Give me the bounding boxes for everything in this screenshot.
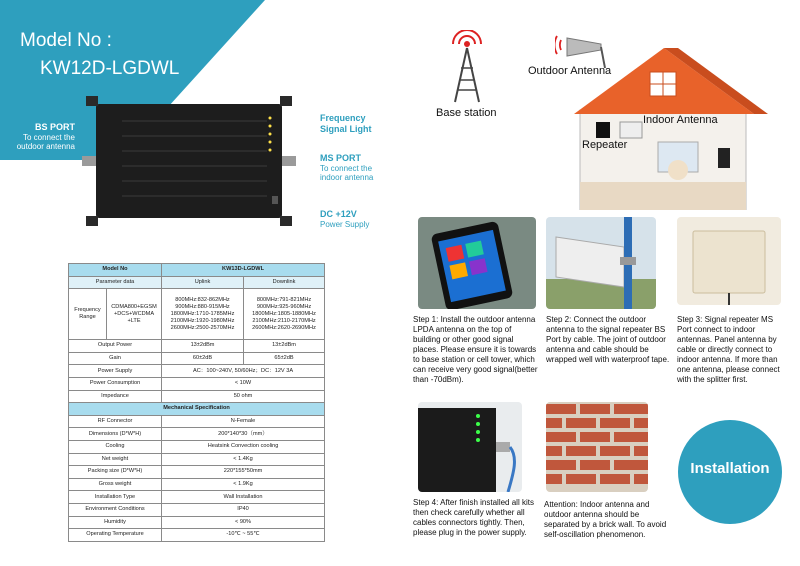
uplink-band: 800MHz:832-862MHz <box>175 296 230 303</box>
mech-spec-header: Mechanical Specification <box>69 403 325 416</box>
ms-port-sub2: indoor antenna <box>320 173 374 182</box>
impedance-value: 50 ohm <box>162 390 325 403</box>
table-row <box>69 415 325 428</box>
spec-row-model <box>69 264 325 277</box>
mech-label: Operating Temperature <box>69 529 162 542</box>
base-station-tower-icon <box>445 30 489 104</box>
freq-range-label: Frequency Range <box>69 289 107 340</box>
mech-label: Humidity <box>69 516 162 529</box>
bs-port-sub1: To connect the <box>22 133 75 142</box>
output-power-downlink: 13±2dBm <box>244 340 325 353</box>
step-2-text: Step 2: Connect the outdoor antenna to the signal repeater BS Port by cable. The joint of outdoor antenna and cable should be wrapped well with waterproof tape. <box>546 315 670 364</box>
outdoor-antenna-photo <box>546 217 656 309</box>
spec-row-param <box>69 276 325 289</box>
spec-row-mech-header <box>69 403 325 416</box>
spec-row-power-supply <box>69 365 325 378</box>
downlink-band: 2600MHz:2620-2690MHz <box>252 324 316 331</box>
model-label: Model No : <box>20 30 112 51</box>
spec-row-gain <box>69 352 325 365</box>
step-1-text: Step 1: Install the outdoor antenna LPDA antenna on the top of building or other good signal places. Please ensure it is towards to base station or cell tower, which can receive very good signal(better than -70dBm). <box>413 315 538 384</box>
gain-uplink: 60±2dB <box>162 352 244 365</box>
gain-downlink: 65±2dB <box>244 352 325 365</box>
output-power-uplink: 13±2dBm <box>162 340 244 353</box>
step-4-text: Step 4: After finish installed all kits then check carefully whether all cables connectors tightly. Then, please plug in the power supply. <box>413 498 534 537</box>
dc-sub: Power Supply <box>320 220 370 229</box>
repeater-device-image <box>82 96 296 226</box>
brick-wall-photo <box>546 402 648 492</box>
power-supply-label: Power Supply <box>69 365 162 378</box>
outdoor-antenna-icon <box>555 30 615 70</box>
indoor-antenna-photo <box>677 217 781 305</box>
table-row <box>69 478 325 491</box>
power-supply-value: AC：100~240V, 50/60Hz；DC：12V 3A <box>162 365 325 378</box>
table-row <box>69 503 325 516</box>
uplink-header: Uplink <box>162 276 244 289</box>
mech-value: < 1.4Kg <box>162 453 325 466</box>
mech-label: RF Connector <box>69 415 162 428</box>
table-row <box>69 466 325 479</box>
table-row <box>69 428 325 441</box>
outdoor-antenna-label: Outdoor Antenna <box>528 65 612 77</box>
downlink-bands <box>244 289 325 340</box>
freq-band: CDMA800+EGSM +DCS+WCDMA +LTE <box>107 289 162 340</box>
downlink-band: 800MHz:791-821MHz <box>256 296 312 303</box>
mech-value: 220*155*50mm <box>162 466 325 479</box>
downlink-band: 1800MHz:1805-1880MHz <box>252 310 316 317</box>
impedance-label: Impedance <box>69 390 162 403</box>
frequency-title-line2: Signal Light <box>320 124 372 134</box>
installed-repeater-photo <box>418 402 522 492</box>
mech-value: Wall Installation <box>162 491 325 504</box>
base-station-label: Base station <box>436 107 497 119</box>
table-row <box>69 453 325 466</box>
indoor-antenna-label: Indoor Antenna <box>643 114 718 126</box>
mech-label: Cooling <box>69 440 162 453</box>
spec-row-impedance <box>69 390 325 403</box>
spec-table <box>68 263 325 542</box>
ms-port-sub1: To connect the <box>320 164 373 173</box>
mech-label: Net weight <box>69 453 162 466</box>
mech-label: Environment Conditions <box>69 503 162 516</box>
bs-port-title: BS PORT <box>34 122 75 132</box>
table-row <box>69 516 325 529</box>
output-power-label: Output Power <box>69 340 162 353</box>
attention-text: Attention: Indoor antenna and outdoor antenna should be separated by a brick wall. To avoid self-oscillation phenomenon. <box>544 500 667 539</box>
spec-row-power-consumption <box>69 377 325 390</box>
mech-value: < 90% <box>162 516 325 529</box>
mech-value: -10℃ ~ 55℃ <box>162 529 325 542</box>
uplink-band: 2100MHz:1920-1980MHz <box>170 317 235 324</box>
power-consumption-label: Power Consumption <box>69 377 162 390</box>
model-no-label: Model No <box>69 264 162 277</box>
uplink-band: 1800MHz:1710-1785MHz <box>170 310 235 317</box>
mech-value: Heatsink Convection cooling <box>162 440 325 453</box>
bs-port-sub2: outdoor antenna <box>16 142 75 151</box>
step-3-text: Step 3: Signal repeater MS Port connect to indoor antennas. Panel antenna by cable or directly connect to indoor antenna. If more than one antenna, please connect with the splitter first. <box>677 315 780 384</box>
ms-port-title: MS PORT <box>320 153 362 163</box>
downlink-band: 2100MHz:2110-2170MHz <box>252 317 316 324</box>
uplink-bands <box>162 289 244 340</box>
model-value: KW12D-LGDWL <box>40 58 180 79</box>
mech-value: 200*140*30（mm） <box>162 428 325 441</box>
downlink-header: Downlink <box>244 276 325 289</box>
uplink-band: 900MHz:880-915MHz <box>175 303 230 310</box>
frequency-title-line1: Frequency <box>320 113 366 123</box>
uplink-band: 2600MHz:2500-2570MHz <box>170 324 235 331</box>
mech-value: IP40 <box>162 503 325 516</box>
table-row <box>69 440 325 453</box>
mech-value: < 1.9Kg <box>162 478 325 491</box>
model-no-value: KW13D-LGDWL <box>162 264 325 277</box>
power-consumption-value: < 10W <box>162 377 325 390</box>
table-row <box>69 529 325 542</box>
mech-label: Dimensions (D*W*H) <box>69 428 162 441</box>
dc-title: DC +12V <box>320 209 357 219</box>
repeater-label: Repeater <box>582 139 628 151</box>
mech-value: N-Female <box>162 415 325 428</box>
param-label: Parameter data <box>69 276 162 289</box>
phone-photo <box>418 217 536 309</box>
installation-label: Installation <box>690 460 770 477</box>
mech-label: Installation Type <box>69 491 162 504</box>
mech-label: Packing size (D*W*H) <box>69 466 162 479</box>
spec-row-frequency <box>69 289 325 340</box>
mech-label: Gross weight <box>69 478 162 491</box>
spec-row-output-power <box>69 340 325 353</box>
gain-label: Gain <box>69 352 162 365</box>
table-row <box>69 491 325 504</box>
downlink-band: 900MHz:925-960MHz <box>256 303 312 310</box>
